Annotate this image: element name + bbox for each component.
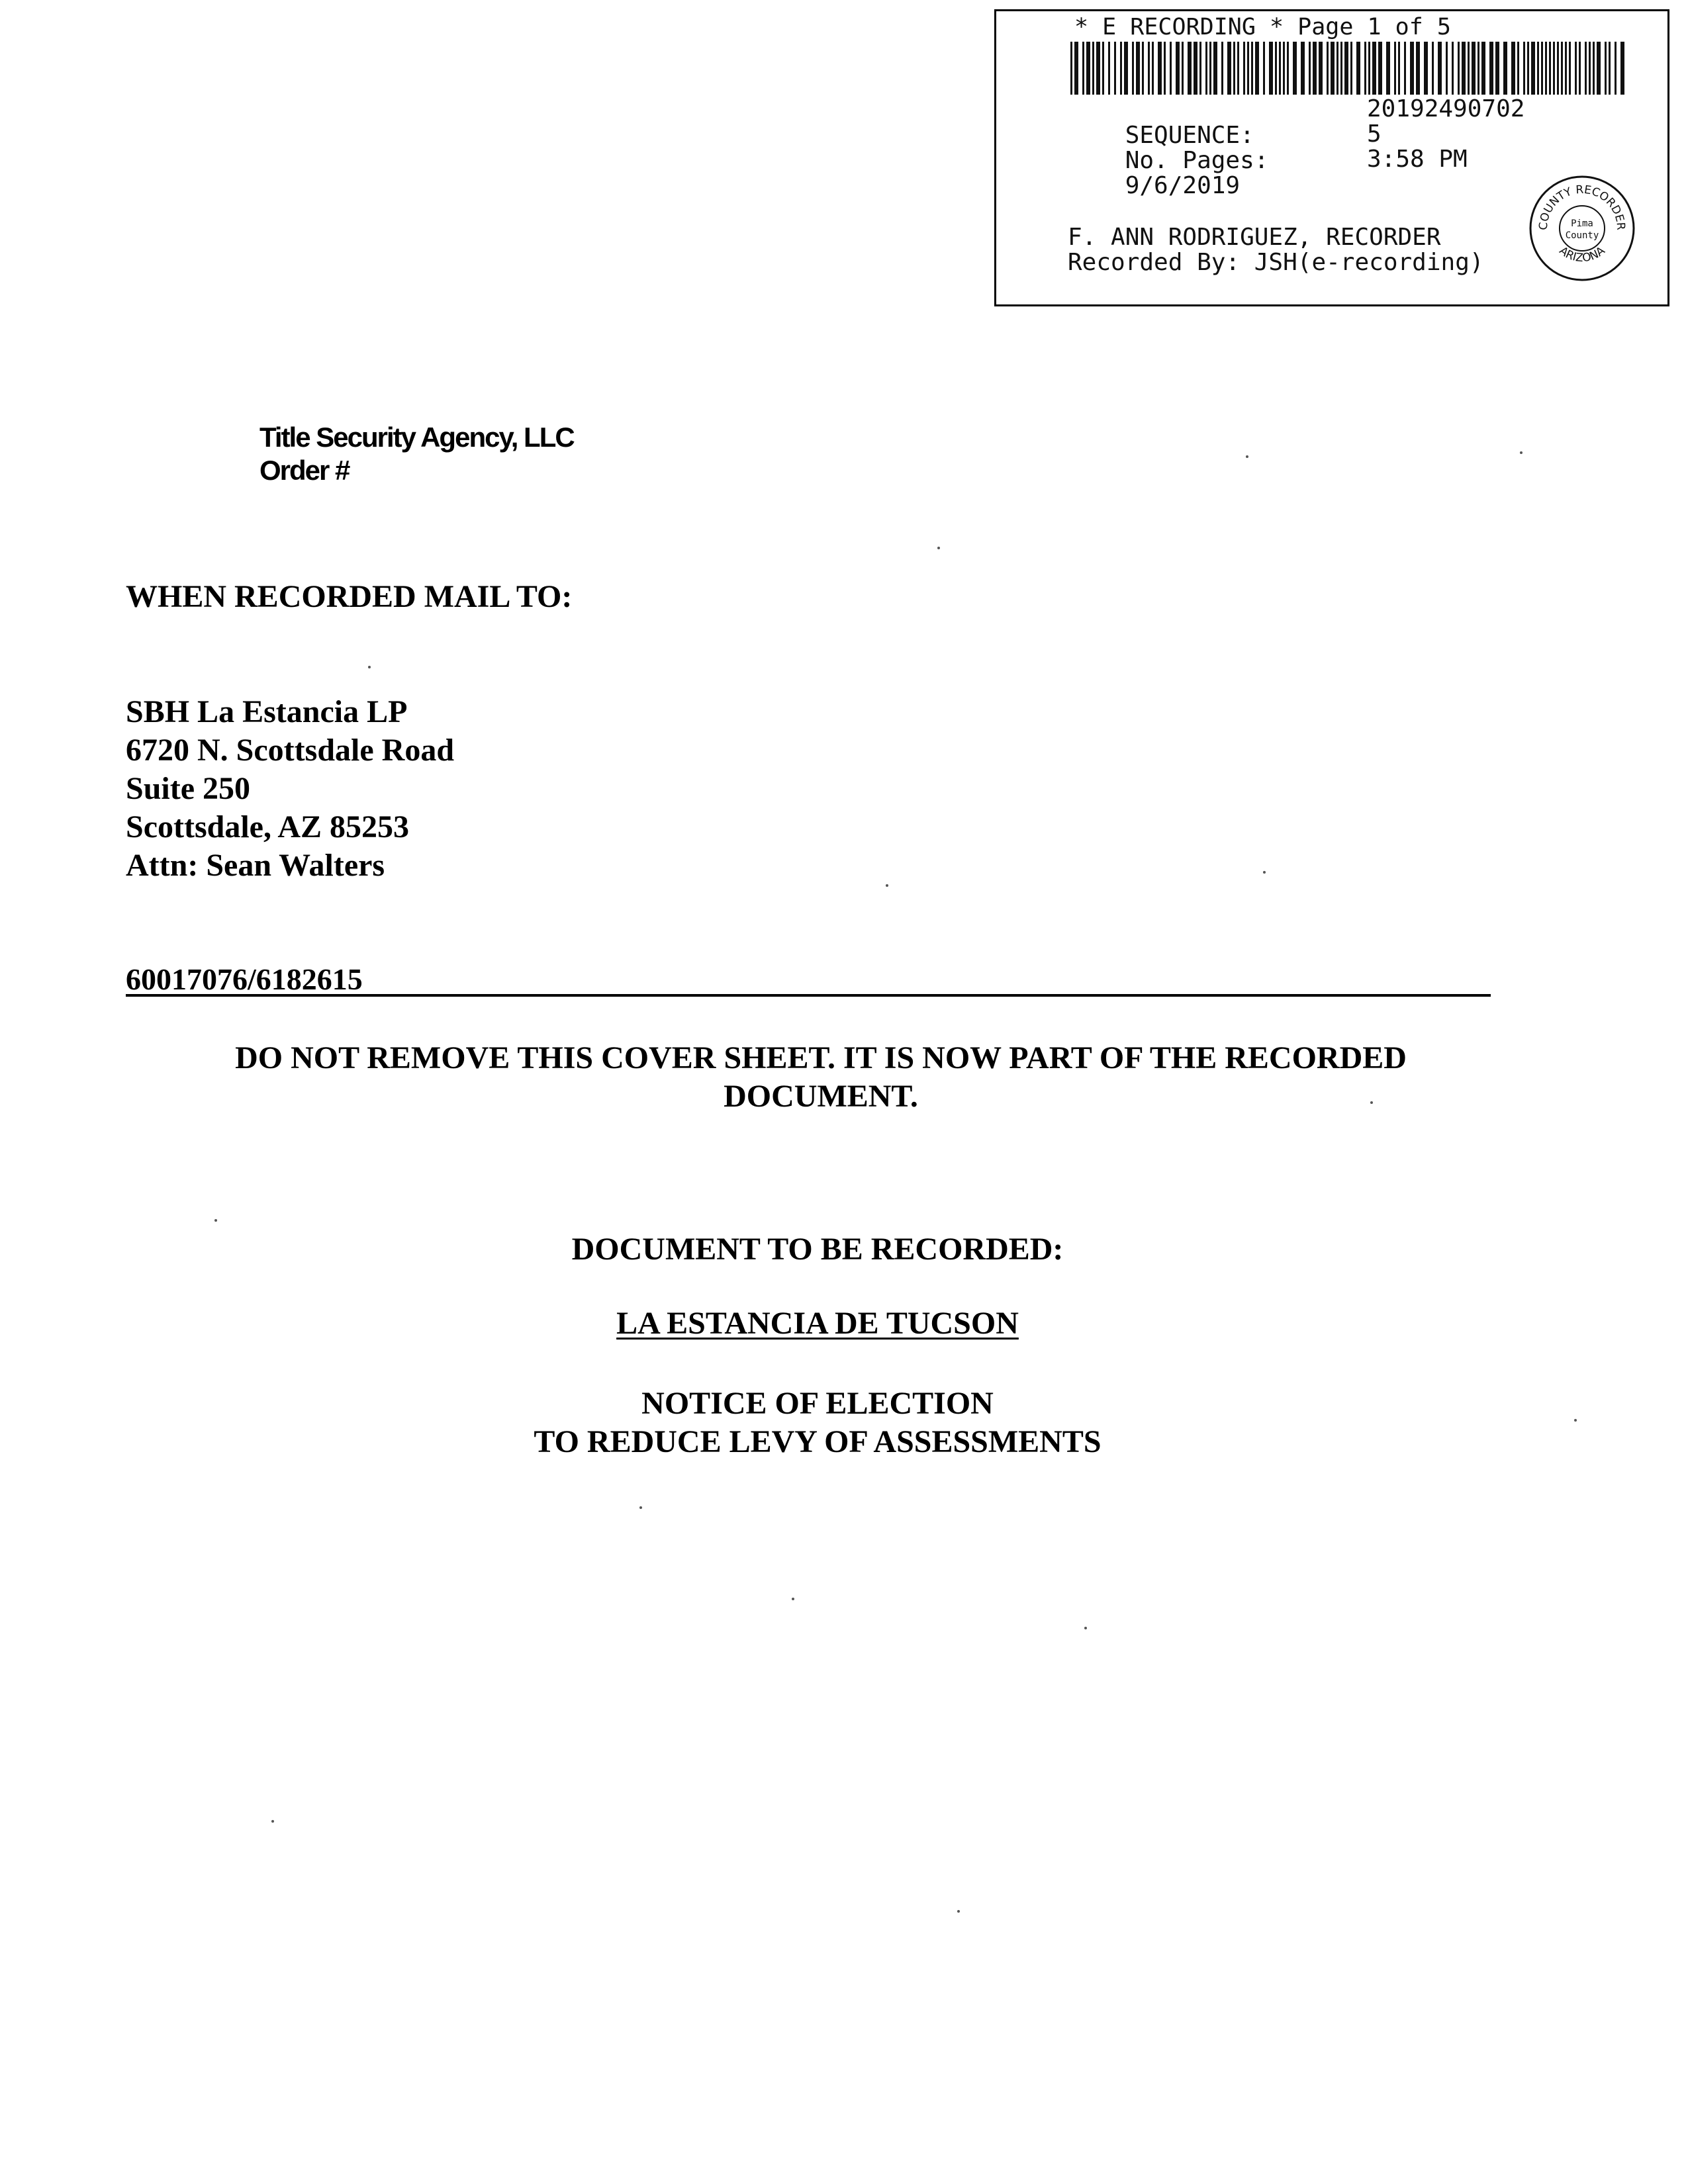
barcode-bar xyxy=(1263,42,1265,95)
barcode-bar xyxy=(1275,42,1277,95)
document-title-line-1: NOTICE OF ELECTION xyxy=(641,1386,994,1421)
reference-number: 60017076/6182615 xyxy=(126,962,363,996)
county-seal-icon xyxy=(1527,173,1637,283)
barcode-bar xyxy=(1209,42,1211,95)
barcode-bar xyxy=(1136,42,1140,95)
address-line: Attn: Sean Walters xyxy=(126,848,385,883)
barcode-bar xyxy=(1446,42,1448,95)
reference-rule xyxy=(126,994,1491,997)
barcode-bar xyxy=(1372,42,1376,95)
barcode-bar xyxy=(1609,42,1611,95)
barcode-bar xyxy=(1565,42,1567,95)
barcode-bar xyxy=(1176,42,1180,95)
barcode-bar xyxy=(1279,42,1281,95)
barcode-bar xyxy=(1481,42,1485,95)
barcode-bar xyxy=(1553,42,1555,95)
scan-speck xyxy=(214,1219,217,1222)
barcode-bar xyxy=(1182,42,1184,95)
scan-speck xyxy=(957,1910,960,1913)
address-line: Scottsdale, AZ 85253 xyxy=(126,809,410,844)
barcode-bar xyxy=(1124,42,1128,95)
barcode-bar xyxy=(1579,42,1581,95)
svg-text:County: County xyxy=(1565,230,1599,241)
barcode-bar xyxy=(1269,42,1273,95)
barcode-bar xyxy=(1368,42,1370,95)
document-title xyxy=(397,1385,1238,1461)
address-line: SBH La Estancia LP xyxy=(126,694,408,729)
barcode-bar xyxy=(1170,42,1172,95)
barcode-bar xyxy=(1247,42,1249,95)
barcode-bar xyxy=(1221,42,1223,95)
barcode-bar xyxy=(1410,42,1414,95)
barcode-bar xyxy=(1523,42,1525,95)
barcode-bar xyxy=(1620,42,1624,95)
barcode-bar xyxy=(1213,42,1217,95)
scan-speck xyxy=(1263,871,1266,874)
scan-speck xyxy=(1520,451,1523,454)
barcode-bar xyxy=(1344,42,1348,95)
barcode-bar xyxy=(1327,42,1329,95)
recorded-by: Recorded By: JSH(e-recording) xyxy=(1068,249,1484,276)
barcode-bar xyxy=(1340,42,1342,95)
scan-speck xyxy=(1084,1627,1087,1629)
barcode-bar xyxy=(1404,42,1406,95)
barcode-bar xyxy=(1152,42,1154,95)
barcode-bar xyxy=(1503,42,1507,95)
mail-to-heading: WHEN RECORDED MAIL TO: xyxy=(126,579,573,614)
scan-speck xyxy=(886,884,888,887)
barcode-bar xyxy=(1597,42,1601,95)
recording-date: 9/6/2019 xyxy=(1125,172,1241,199)
barcode-bar xyxy=(1398,42,1400,95)
recorder-name: F. ANN RODRIGUEZ, RECORDER xyxy=(1068,224,1441,251)
barcode-bar xyxy=(1472,42,1476,95)
barcode-bar xyxy=(1350,42,1352,95)
document-heading: DOCUMENT TO BE RECORDED: xyxy=(571,1232,1064,1267)
agency-name: Title Security Agency, LLC xyxy=(259,422,574,453)
svg-text:COUNTY RECORDER: COUNTY RECORDER xyxy=(1536,183,1628,231)
address-line: 6720 N. Scottsdale Road xyxy=(126,733,455,768)
scan-speck xyxy=(1246,455,1248,458)
barcode-bar xyxy=(1114,42,1116,95)
barcode-bar xyxy=(1378,42,1382,95)
barcode-bar xyxy=(1605,42,1607,95)
svg-text:Pima: Pima xyxy=(1571,218,1593,229)
barcode-bar xyxy=(1092,42,1094,95)
pages-value: 5 xyxy=(1367,120,1382,148)
sequence-label: SEQUENCE: xyxy=(1125,122,1254,149)
scan-speck xyxy=(937,547,940,549)
barcode-bar xyxy=(1336,42,1338,95)
barcode-bar xyxy=(1132,42,1134,95)
barcode-bar xyxy=(1313,42,1317,95)
barcode-bar xyxy=(1462,42,1466,95)
barcode-bar xyxy=(1227,42,1231,95)
barcode-bar xyxy=(1432,42,1434,95)
svg-text:ARIZONA: ARIZONA xyxy=(1556,244,1608,265)
barcode-bar xyxy=(1255,42,1259,95)
scan-speck xyxy=(792,1598,794,1600)
barcode-bar xyxy=(1364,42,1366,95)
barcode-bar xyxy=(1545,42,1547,95)
document-name xyxy=(397,1305,1238,1342)
barcode-bar xyxy=(1331,42,1335,95)
barcode-bar xyxy=(1164,42,1166,95)
stamp-header: * E RECORDING * Page 1 of 5 xyxy=(1074,14,1451,40)
barcode-bar xyxy=(1283,42,1285,95)
barcode-bar xyxy=(1569,42,1571,95)
barcode-bar xyxy=(1527,42,1529,95)
order-number-label: Order # xyxy=(259,455,350,486)
barcode-bar xyxy=(1585,42,1587,95)
barcode-bar xyxy=(1120,42,1122,95)
barcode-bar xyxy=(1293,42,1297,95)
barcode-bar xyxy=(1386,42,1390,95)
barcode-bar xyxy=(1074,42,1078,95)
barcode-bar xyxy=(1233,42,1235,95)
barcode-bar xyxy=(1549,42,1551,95)
barcode-bar xyxy=(1243,42,1245,95)
barcode-bar xyxy=(1458,42,1460,95)
barcode-bar xyxy=(1188,42,1192,95)
barcode-bar xyxy=(1205,42,1207,95)
barcode-bar xyxy=(1452,42,1454,95)
barcode-bar xyxy=(1495,42,1499,95)
barcode-bar xyxy=(1511,42,1515,95)
barcode-bar xyxy=(1557,42,1559,95)
scan-speck xyxy=(1370,1101,1373,1104)
barcode-bar xyxy=(1251,42,1253,95)
barcode-bar xyxy=(1194,42,1197,95)
barcode-bar xyxy=(1615,42,1617,95)
barcode-bar xyxy=(1477,42,1479,95)
barcode-bar xyxy=(1589,42,1591,95)
scan-speck xyxy=(271,1820,274,1823)
barcode-bar xyxy=(1142,42,1144,95)
barcode-bar xyxy=(1356,42,1360,95)
recording-time: 3:58 PM xyxy=(1367,146,1468,173)
mailing-address xyxy=(126,693,454,885)
barcode-bar xyxy=(1287,42,1289,95)
title-agency-block xyxy=(259,421,574,487)
pages-label: No. Pages: xyxy=(1125,147,1269,174)
recording-stamp xyxy=(994,9,1669,306)
barcode-bar xyxy=(1575,42,1577,95)
barcode-bar xyxy=(1593,42,1595,95)
barcode-bar xyxy=(1102,42,1104,95)
barcode-bar xyxy=(1468,42,1470,95)
barcode-bar xyxy=(1541,42,1543,95)
barcode-bar xyxy=(1199,42,1201,95)
barcode-bar xyxy=(1108,42,1110,95)
barcode-bar xyxy=(1158,42,1162,95)
barcode-bar xyxy=(1438,42,1442,95)
scan-speck xyxy=(368,666,371,668)
barcode-bar xyxy=(1082,42,1084,95)
barcode-bar xyxy=(1096,42,1100,95)
barcode-bar xyxy=(1394,42,1396,95)
barcode-bar xyxy=(1424,42,1428,95)
barcode-bar xyxy=(1148,42,1150,95)
notice-line-1: DO NOT REMOVE THIS COVER SHEET. IT IS NOW PART OF THE RECORDED xyxy=(235,1040,1407,1075)
cover-sheet-notice xyxy=(199,1039,1443,1116)
barcode-bar xyxy=(1309,42,1311,95)
barcode-bar xyxy=(1070,42,1072,95)
barcode-bar xyxy=(1489,42,1493,95)
barcode-bar xyxy=(1561,42,1563,95)
barcode-bar xyxy=(1531,42,1535,95)
barcode-bar xyxy=(1517,42,1519,95)
document-title-line-2: TO REDUCE LEVY OF ASSESSMENTS xyxy=(534,1424,1102,1459)
document-name-text: LA ESTANCIA DE TUCSON xyxy=(616,1306,1019,1341)
scan-speck xyxy=(1574,1419,1577,1422)
notice-line-2: DOCUMENT. xyxy=(724,1079,918,1114)
barcode-bar xyxy=(1416,42,1420,95)
barcode-bar xyxy=(1319,42,1323,95)
sequence-value: 20192490702 xyxy=(1367,95,1525,122)
barcode-bar xyxy=(1301,42,1305,95)
barcode-bar xyxy=(1086,42,1090,95)
barcode-bar xyxy=(1537,42,1539,95)
barcode-bar xyxy=(1237,42,1239,95)
scan-speck xyxy=(639,1506,642,1509)
address-line: Suite 250 xyxy=(126,771,251,806)
barcode-image xyxy=(1070,42,1630,95)
